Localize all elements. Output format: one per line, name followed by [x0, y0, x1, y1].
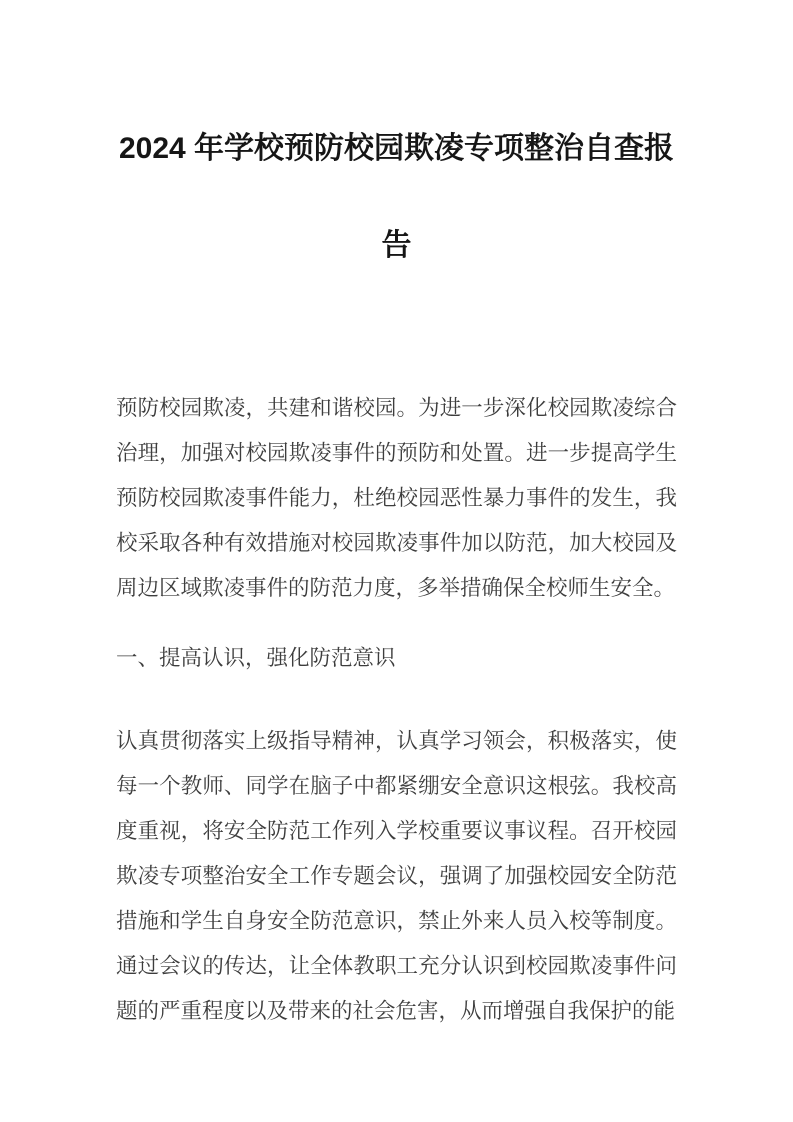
intro-paragraph: 预防校园欺凌，共建和谐校园。为进一步深化校园欺凌综合治理，加强对校园欺凌事件的预防和处置。进一步提高学生预防校园欺凌事件能力，杜绝校园恶性暴力事件的发生，我校采取各种有效措施对校园欺凌事件加以防范，加大校园及周边区域欺凌事件的防范力度，多举措确保全校师生安全。	[116, 396, 677, 600]
section-1-heading: 一、提高认识，强化防范意识	[116, 646, 396, 670]
section-1-body: 认真贯彻落实上级指导精神，认真学习领会，积极落实，使每一个教师、同学在脑子中都紧绷安全意识这根弦。我校高度重视，将安全防范工作列入学校重要议事议程。召开校园欺凌专项整治安全工作专题会议，强调了加强校园安全防范措施和学生自身安全防范意识，禁止外来人员入校等制度。通过会议的传达，让全体教职工充分认识到校园欺凌事件问题的严重程度以及带来的社会危害，从而增强自我保护的能	[116, 729, 677, 1023]
document-title: 2024 年学校预防校园欺凌专项整治自查报告	[118, 132, 675, 262]
